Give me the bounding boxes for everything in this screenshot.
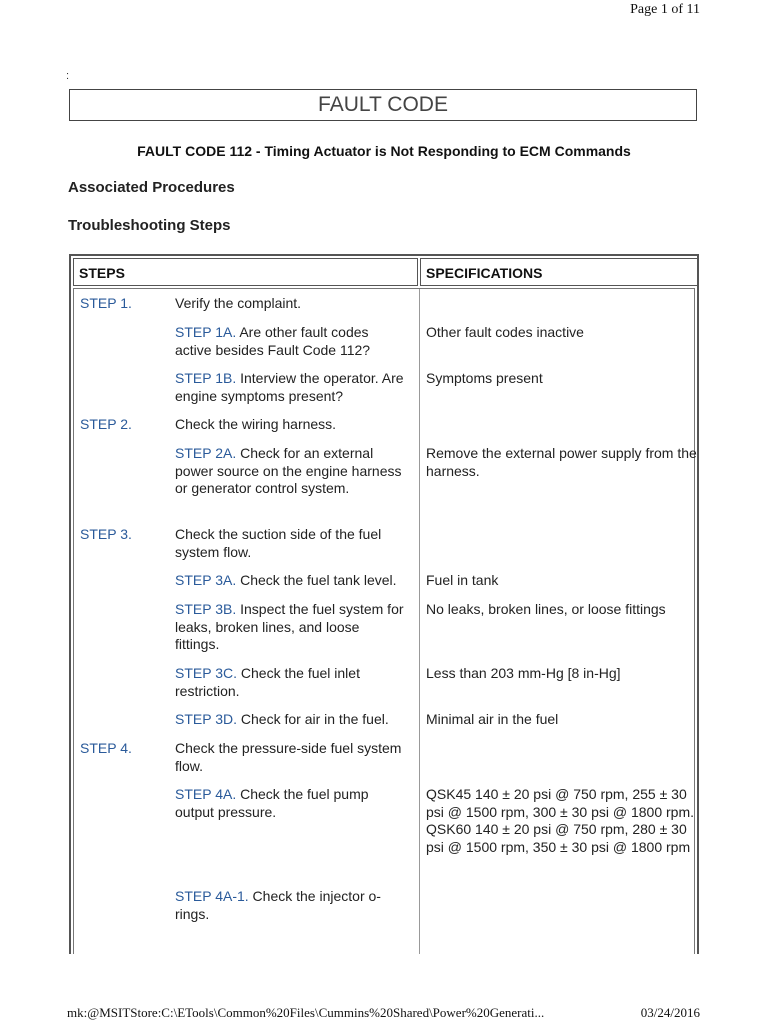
fault-code-title-box	[69, 89, 697, 121]
substep-3a	[175, 572, 405, 590]
table-header	[73, 258, 695, 286]
substep-text: Interview the operator. Are engine symptoms present?	[175, 370, 404, 404]
column-divider	[419, 289, 420, 879]
specification: Fuel in tank	[426, 572, 499, 588]
column-header-steps: STEPS	[73, 258, 418, 286]
step-number[interactable]: STEP 3.	[80, 526, 132, 542]
footer-date: 03/24/2016	[635, 1005, 700, 1021]
footer-path: mk:@MSITStore:C:\ETools\Common%20Files\Cummins%20Shared\Power%20Generati...	[67, 1005, 545, 1020]
step-number[interactable]: STEP 1.	[80, 295, 132, 311]
specification: Other fault codes inactive	[426, 324, 584, 340]
substep-4a	[175, 786, 405, 821]
substep-2a	[175, 445, 405, 498]
step-description: Check the pressure-side fuel system flow.	[175, 740, 402, 774]
page-number: Page 1 of 11	[630, 2, 700, 17]
column-header-specifications: SPECIFICATIONS	[420, 258, 698, 286]
substep-label[interactable]: STEP 1B.	[175, 370, 237, 386]
substep-text: Inspect the fuel system for leaks, broken lines, and loose fittings.	[175, 601, 404, 652]
specification: Remove the external power supply from the harness.	[426, 445, 697, 479]
step-number[interactable]: STEP 4.	[80, 740, 132, 756]
substep-3c	[175, 665, 405, 700]
step-number[interactable]: STEP 2.	[80, 416, 132, 432]
substep-text: Check for an external power source on the engine harness or generator control system.	[175, 445, 402, 496]
substep-text: Check the fuel pump output pressure.	[175, 786, 369, 820]
substep-label[interactable]: STEP 3D.	[175, 711, 237, 727]
substep-1b	[175, 370, 405, 405]
substep-text: Check the fuel inlet restriction.	[175, 665, 360, 699]
colon-mark: :	[66, 70, 70, 82]
substep-label[interactable]: STEP 1A.	[175, 324, 237, 340]
substep-label[interactable]: STEP 2A.	[175, 445, 237, 461]
substep-label[interactable]: STEP 3B.	[175, 601, 237, 617]
specification: No leaks, broken lines, or loose fittings	[426, 601, 666, 617]
troubleshooting-steps-table	[69, 254, 699, 954]
substep-3d	[175, 711, 405, 729]
specification: Symptoms present	[426, 370, 543, 386]
substep-label[interactable]: STEP 3C.	[175, 665, 237, 681]
substep-label[interactable]: STEP 3A.	[175, 572, 237, 588]
substep-1a	[175, 324, 405, 359]
substep-text: Check for air in the fuel.	[237, 711, 389, 727]
substep-3b	[175, 601, 405, 654]
substep-label[interactable]: STEP 4A.	[175, 786, 237, 802]
step-description: Check the wiring harness.	[175, 416, 337, 432]
specification: QSK45 140 ± 20 psi @ 750 rpm, 255 ± 30 psi @ 1500 rpm, 300 ± 30 psi @ 1800 rpm. QSK60 140 ± 20 psi @ 750 rpm, 280 ± 30 psi @ 1500 rpm, 350 ± 30 psi @ 1800 rpm	[426, 786, 695, 855]
column-divider-lower	[419, 879, 420, 954]
fault-code-title: FAULT CODE 112 - Timing Actuator is Not Responding to ECM Commands	[137, 143, 631, 159]
specification: Less than 203 mm-Hg [8 in-Hg]	[426, 665, 621, 681]
table-body	[73, 288, 695, 954]
associated-procedures-heading[interactable]: Associated Procedures	[68, 179, 235, 196]
step-description: Check the suction side of the fuel system flow.	[175, 526, 382, 560]
troubleshooting-steps-heading: Troubleshooting Steps	[68, 217, 231, 234]
substep-4a-1	[175, 888, 405, 923]
substep-text: Check the fuel tank level.	[236, 572, 397, 588]
specification: Minimal air in the fuel	[426, 711, 559, 727]
substep-text: Check the injector o-rings.	[175, 888, 381, 922]
substep-label[interactable]: STEP 4A-1.	[175, 888, 249, 904]
fault-code-heading: FAULT CODE	[318, 93, 448, 116]
step-description: Verify the complaint.	[175, 295, 302, 311]
substep-text: Are other fault codes active besides Fault Code 112?	[175, 324, 371, 358]
